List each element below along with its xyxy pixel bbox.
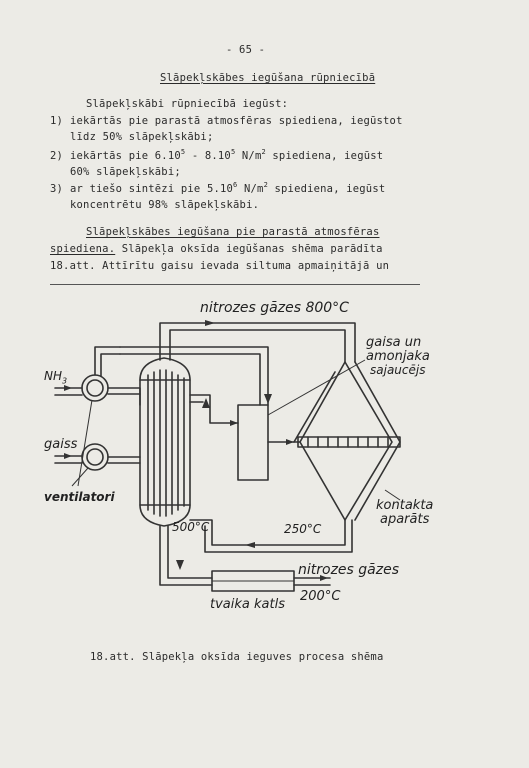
label-air: gaiss xyxy=(44,437,78,452)
list-item-3-line1: ar tiešo sintēzi pie 5.10$^6$ $N/m^2$ spiediena, iegūst xyxy=(70,181,386,195)
list-number-1: 1) xyxy=(50,115,64,127)
label-temp-250: 250°C xyxy=(284,522,322,536)
label-steam-boiler: tvaika katls xyxy=(210,597,285,612)
list-number-3: 3) xyxy=(50,183,64,195)
section-title: Slāpekļskābes iegūšana rūpniecībā xyxy=(160,72,376,84)
list-item-2-line2: 60% slāpekļskābi; xyxy=(70,166,181,178)
upper-loop-pipe xyxy=(120,347,268,405)
paragraph-line-2: spiediena. Slāpekļa oksīda iegūšanas shēma parādīta xyxy=(50,243,383,255)
fan-nh3-shape xyxy=(82,375,108,401)
label-mixer-line2: amonjaka xyxy=(366,349,430,364)
list-item-2-line1: iekārtās pie 6.10$^5$ - 8.10$^5$ $N/m^2$ spiediena, iegūst xyxy=(70,148,384,162)
list-number-2: 2) xyxy=(50,150,64,162)
list-item-3-line2: koncentrētu 98% slāpekļskābi. xyxy=(70,199,260,211)
label-nh3: $NH_3$ xyxy=(44,369,68,386)
page-number: - 65 - xyxy=(226,44,266,56)
list-item-1-line2: līdz 50% slāpekļskābi; xyxy=(70,131,214,143)
label-contact-line1: kontakta xyxy=(376,498,434,513)
paragraph-line-1: Slāpekļskābes iegūšana pie parastā atmosfēras xyxy=(86,226,380,238)
label-nitrous-gases-top: nitrozes gāzes 800°C xyxy=(200,300,349,316)
mixer-shape xyxy=(238,405,268,480)
list-item-1-line1: iekārtās pie parastā atmosfēras spiediena, iegūstot xyxy=(70,115,403,127)
label-fans: ventilatori xyxy=(44,490,115,504)
fan-air-shape xyxy=(82,444,108,470)
top-pipe xyxy=(160,323,355,362)
label-nitrous-gases-bottom: nitrozes gāzes xyxy=(298,562,400,578)
label-mixer-line3: sajaucējs xyxy=(370,363,426,377)
intro-text: Slāpekļskābi rūpniecībā iegūst: xyxy=(86,98,289,110)
label-temp-500: 500°C xyxy=(172,520,210,534)
label-temp-200: 200°C xyxy=(300,589,341,604)
paragraph-line-3: 18.att. Attīrītu gaisu ievada siltuma apmaiņitājā un xyxy=(50,260,390,272)
label-mixer-line1: gaisa un xyxy=(366,335,422,350)
label-contact-line2: aparāts xyxy=(380,512,430,527)
figure-caption: 18.att. Slāpekļa oksīda ieguves procesa shēma xyxy=(90,651,384,663)
